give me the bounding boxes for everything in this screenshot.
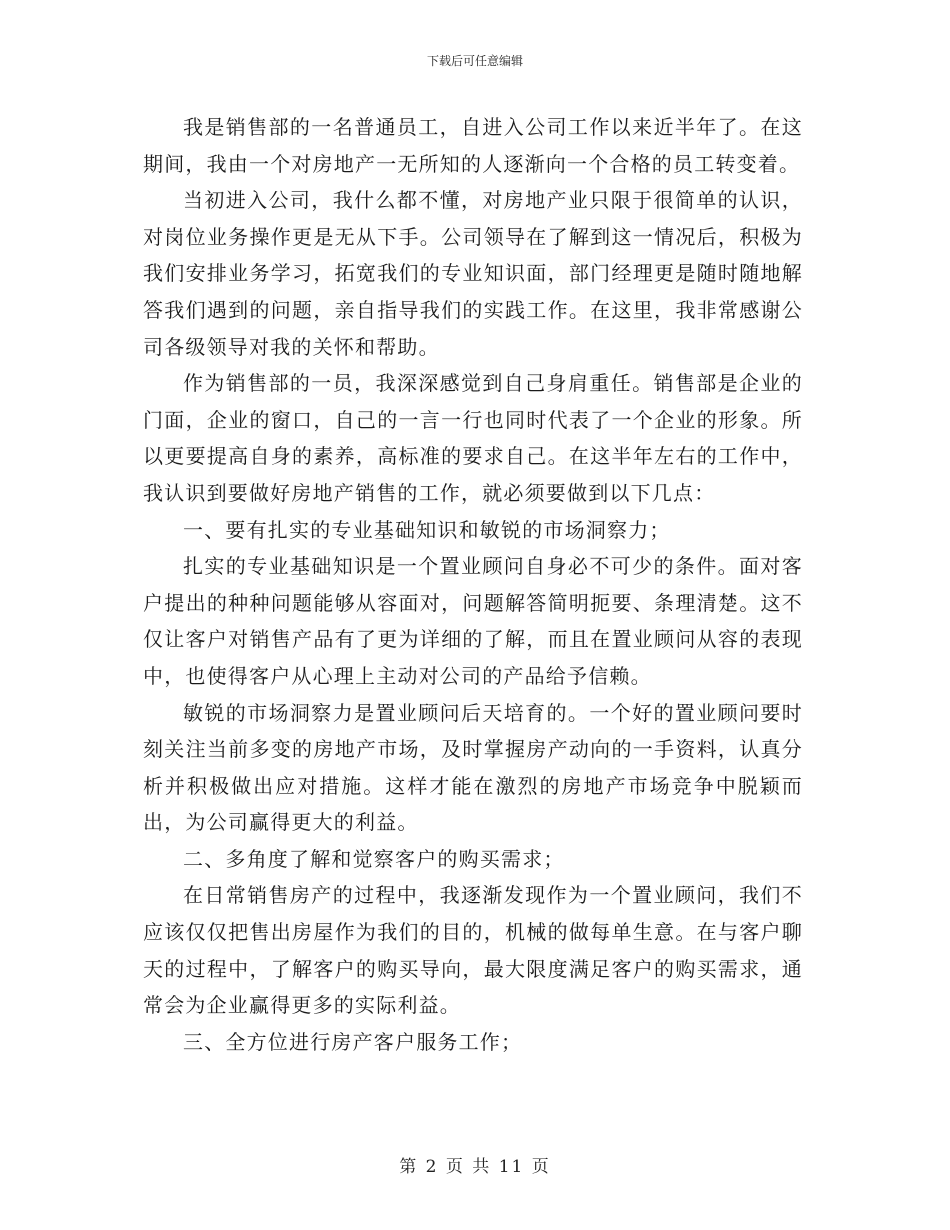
section-heading-3: 三、全方位进行房产客户服务工作；	[183, 1029, 523, 1054]
paragraph-intro: 我是销售部的一名普通员工，自进入公司工作以来近半年了。在这期间，我由一个对房地产一无所知的人逐渐向一个合格的员工转变着。	[143, 115, 803, 176]
section-heading-2: 二、多角度了解和觉察客户的购买需求；	[183, 846, 565, 871]
page-footer: 第 2 页 共 11 页	[399, 1157, 551, 1177]
paragraph-knowledge: 扎实的专业基础知识是一个置业顾问自身必不可少的条件。面对客户提出的种种问题能够从容面对，问题解答简明扼要、条理清楚。这不仅让客户对销售产品有了更为详细的了解，而且在置业顾问从容的表现中，也使得客户从心理上主动对公司的产品给予信赖。	[143, 554, 803, 688]
page-header: 下载后可任意编辑	[426, 54, 523, 68]
paragraph-insight: 敏锐的市场洞察力是置业顾问后天培育的。一个好的置业顾问要时刻关注当前多变的房地产市场，及时掌握房产动向的一手资料，认真分析并积极做出应对措施。这样才能在激烈的房地产市场竞争中脱颖而出，为公司赢得更大的利益。	[143, 700, 803, 835]
document-body	[143, 109, 803, 1060]
paragraph-responsibility: 作为销售部的一员，我深深感觉到自己身肩重任。销售部是企业的门面，企业的窗口，自己的一言一行也同时代表了一个企业的形象。所以更要提高自身的素养，高标准的要求自己。在这半年左右的工作中，我认识到要做好房地产销售的工作，就必须要做到以下几点：	[143, 371, 803, 505]
paragraph-beginning: 当初进入公司，我什么都不懂，对房地产业只限于很简单的认识，对岗位业务操作更是无从下手。公司领导在了解到这一情况后，积极为我们安排业务学习，拓宽我们的专业知识面，部门经理更是随时随地解答我们遇到的问题，亲自指导我们的实践工作。在这里，我非常感谢公司各级领导对我的关怀和帮助。	[143, 188, 803, 359]
paragraph-customer-needs: 在日常销售房产的过程中，我逐渐发现作为一个置业顾问，我们不应该仅仅把售出房屋作为我们的目的，机械的做每单生意。在与客户聊天的过程中，了解客户的购买导向，最大限度满足客户的购买需求，通常会为企业赢得更多的实际利益。	[143, 883, 803, 1018]
section-heading-1: 一、要有扎实的专业基础知识和敏锐的市场洞察力；	[183, 517, 671, 542]
